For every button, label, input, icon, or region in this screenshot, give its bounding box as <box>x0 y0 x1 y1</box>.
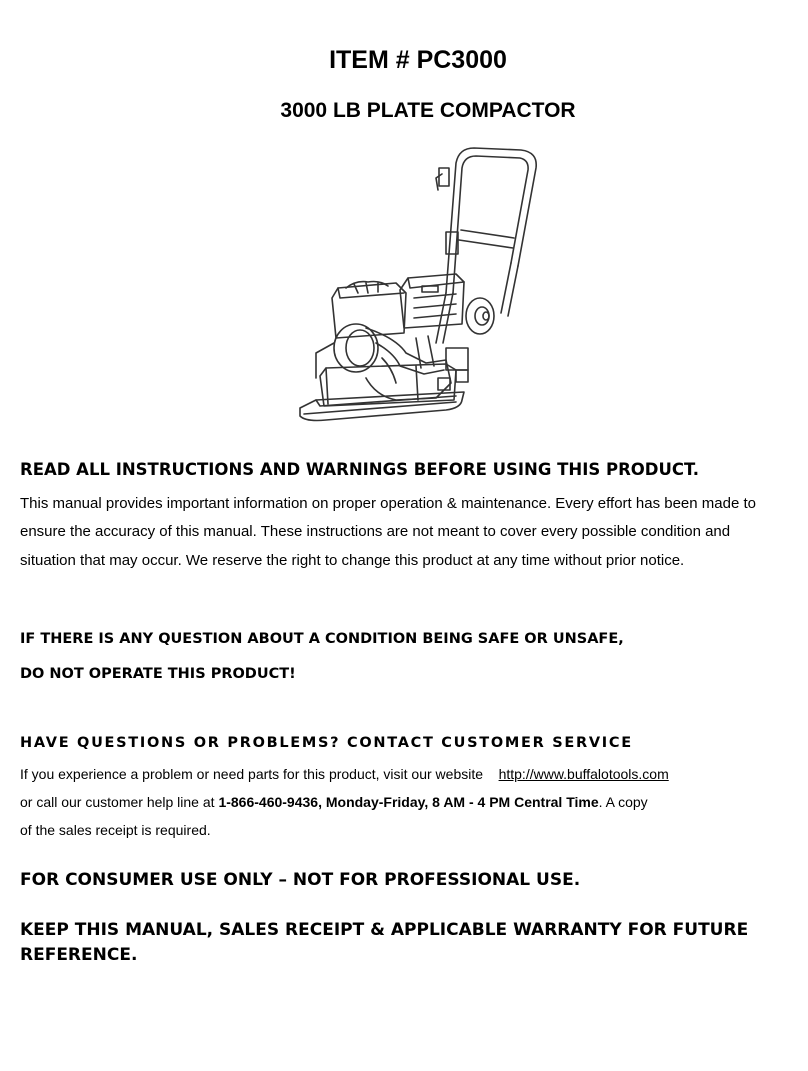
keep-manual-notice: KEEP THIS MANUAL, SALES RECEIPT & APPLICABLE WARRANTY FOR FUTURE REFERENCE. <box>20 920 749 965</box>
contact-line-3: of the sales receipt is required. <box>20 822 211 838</box>
plate-compactor-illustration <box>296 138 546 438</box>
product-name-title: 3000 LB PLATE COMPACTOR <box>280 99 576 122</box>
safety-question-line-1: IF THERE IS ANY QUESTION ABOUT A CONDITION BEING SAFE OR UNSAFE, <box>20 631 624 647</box>
manual-intro-paragraph: This manual provides important information on proper operation & maintenance. Every effort has been made to ensure the accuracy of this manual. These instructions are not meant to cover every possible condition and situation that may occur. We reserve the right to change this product at any time without prior notice. <box>20 495 756 569</box>
contact-line-2 <box>20 794 648 810</box>
consumer-use-notice: FOR CONSUMER USE ONLY – NOT FOR PROFESSIONAL USE. <box>20 870 581 890</box>
contact-line-2-prefix: or call our customer help line at <box>20 794 219 810</box>
contact-heading: HAVE QUESTIONS OR PROBLEMS? CONTACT CUSTOMER SERVICE <box>20 735 633 751</box>
contact-line-2-suffix: . A copy <box>598 794 648 810</box>
phone-hours: 1-866-460-9436, Monday-Friday, 8 AM - 4 PM Central Time <box>218 794 599 810</box>
website-link[interactable]: http://www.buffalotools.com <box>498 766 669 782</box>
contact-line-1-text: If you experience a problem or need parts for this product, visit our website <box>20 766 484 782</box>
item-number-title: ITEM # PC3000 <box>329 46 507 74</box>
read-instructions-heading: READ ALL INSTRUCTIONS AND WARNINGS BEFORE USING THIS PRODUCT. <box>20 460 700 479</box>
safety-question-line-2: DO NOT OPERATE THIS PRODUCT! <box>20 666 296 682</box>
contact-line-1 <box>20 766 669 782</box>
